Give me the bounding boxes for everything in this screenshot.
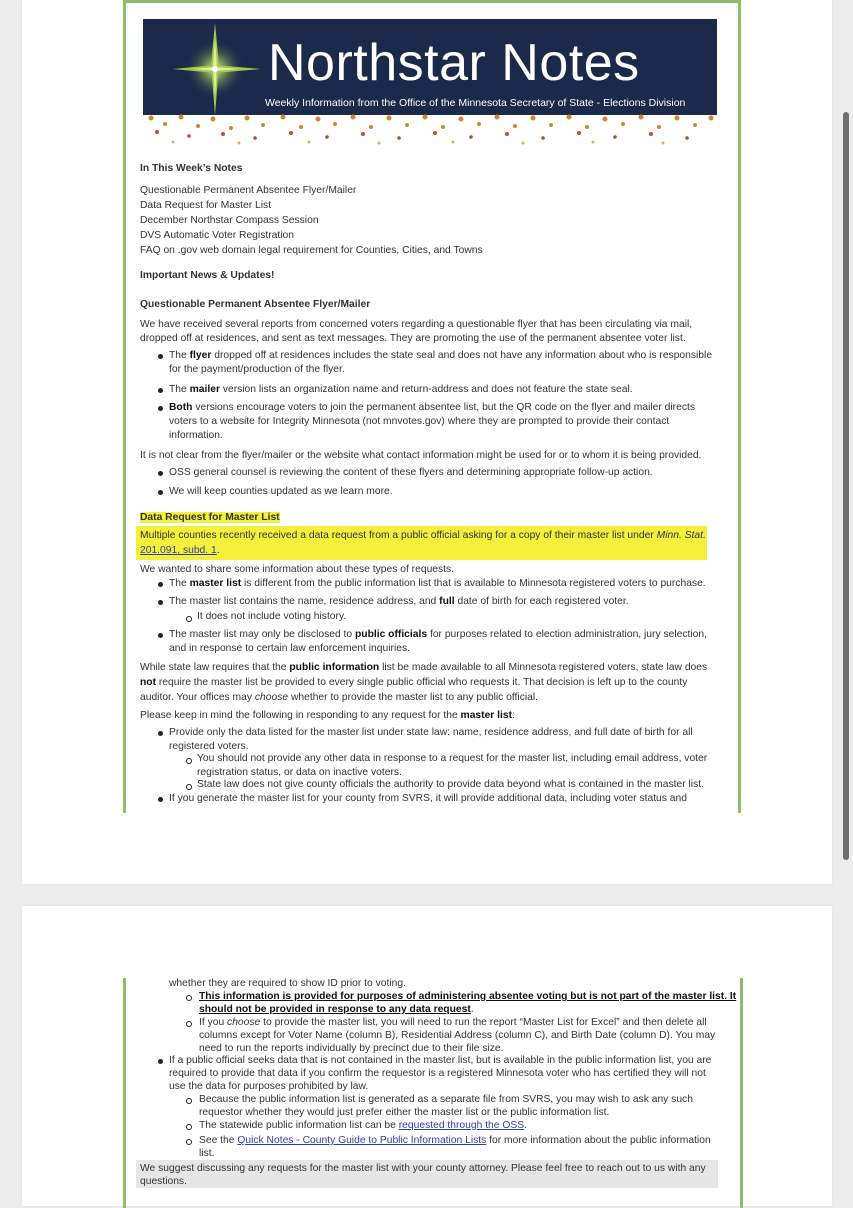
page2-warning-cont: should not be provided in response to any data request. [199, 1004, 474, 1015]
master-bullet: The master list is different from the public information list that is available to Minnesota registered voters to purchase. [169, 578, 706, 589]
scrollbar[interactable] [843, 112, 849, 860]
page2-sub-bullet-cont: requestor whether they would just prefer either the master list or the public information list. [199, 1107, 610, 1118]
bullet-icon [158, 600, 163, 605]
master-bullet: The master list may only be disclosed to public officials for purposes related to election administration, jury selection, [169, 629, 707, 640]
bullet-icon [158, 633, 163, 638]
page2-warning: This information is provided for purposes of administering absentee voting but is not part of the master list. It [199, 991, 737, 1002]
bullet-icon [158, 731, 163, 736]
bullet-icon [158, 797, 163, 802]
flyer-bullet-both-cont: voters to a website for Integrity Minnesota (not mnvotes.gov) where they are prompted to provide their contact [169, 416, 670, 427]
sub-bullet-icon [186, 995, 192, 1001]
news-heading: Important News & Updates! [140, 270, 275, 281]
flyer-bullet-flyer-cont: for the payment/production of the flyer. [169, 364, 345, 375]
statute-link[interactable]: 201.091, subd. 1 [140, 545, 217, 556]
sub-bullet-icon [186, 616, 192, 622]
sub-bullet-icon [186, 1098, 192, 1104]
master-checklist-item-cont: registered voters. [169, 741, 249, 752]
oss-request-link[interactable]: requested through the OSS [398, 1120, 525, 1131]
page2-sub-bullet-cont: need to run the reports individually by precinct due to their file size. [199, 1043, 504, 1054]
sub-bullet-icon [186, 1139, 192, 1145]
master-paragraph: auditor. Your offices may choose whether to provide the master list to any public official. [140, 692, 539, 703]
bullet-icon [158, 1059, 163, 1064]
page2-bullet-cont: use the data for purposes prohibited by law. [169, 1081, 369, 1092]
flyer-bullet-mailer: The mailer version lists an organization name and return-address and does not feature the state seal. [169, 384, 633, 395]
master-sub-bullet-cont: registration status, or data on inactive voters. [197, 767, 402, 778]
flyer-bullet-both-cont: information. [169, 430, 223, 441]
master-heading: Data Request for Master List [140, 512, 280, 523]
master-sub-bullet: It does not include voting history. [197, 611, 347, 622]
master-paragraph: While state law requires that the public information list be made available to all Minnesota registered voters, state law does [140, 662, 708, 673]
master-paragraph: We wanted to share some information about these types of requests. [140, 564, 455, 575]
flyer-bullet-counsel: OSS general counsel is reviewing the content of these flyers and determining appropriate follow-up action. [169, 467, 653, 478]
flyer-heading: Questionable Permanent Absentee Flyer/Mailer [140, 299, 371, 310]
quick-notes-link[interactable]: Quick Notes - County Guide to Public Information Lists [237, 1135, 487, 1146]
autumn-leaves-decoration [143, 112, 717, 146]
page2-bullet: If a public official seeks data that is not contained in the master list, but is available in the public information list, you are [169, 1055, 712, 1066]
page2-bullet-cont: required to provide that data if you confirm the requestor is a registered Minnesota voter who has certified they will not [169, 1068, 706, 1079]
flyer-bullet-updates: We will keep counties updated as we learn more. [169, 486, 393, 497]
page2-sub-bullet: The statewide public information list can be requested through the OSS. [199, 1120, 527, 1131]
flyer-bullet-flyer: The flyer dropped off at residences includes the state seal and does not have any information about who is responsible [169, 350, 713, 361]
page2-sub-bullet: If you choose to provide the master list, you will need to run the report “Master List for Excel” and then delete all [199, 1017, 707, 1028]
flyer-paragraph: It is not clear from the flyer/mailer or the website what contact information might be used for or to whom it is being provided. [140, 450, 702, 461]
flyer-intro-line: We have received several reports from concerned voters regarding a questionable flyer that has been circulating via mail, [140, 319, 693, 330]
toc-heading: In This Week’s Notes [140, 163, 243, 174]
bullet-icon [158, 582, 163, 587]
bullet-icon [158, 406, 163, 411]
sub-bullet-icon [186, 784, 192, 790]
closing-line: We suggest discussing any requests for the master list with your county attorney. Please feel free to reach out to us with any [140, 1163, 706, 1174]
page2-sub-bullet-cont: columns except for Voter Name (column B), Residential Address (column C), and Birth Date (column D). You may [199, 1030, 716, 1041]
banner-subtitle: Weekly Information from the Office of the Minnesota Secretary of State - Elections Division [265, 97, 686, 109]
sub-bullet-icon [186, 1021, 192, 1027]
master-checklist-item: If you generate the master list for your county from SVRS, it will provide additional data, including voter status and [169, 793, 687, 804]
master-highlight-line: Multiple counties recently received a data request from a public official asking for a copy of their master list under Minn. Stat. [140, 530, 706, 541]
toc-item[interactable]: FAQ on .gov web domain legal requirement for Counties, Cities, and Towns [140, 245, 483, 256]
page2-line: whether they are required to show ID prior to voting. [169, 978, 406, 989]
bullet-icon [158, 490, 163, 495]
bullet-icon [158, 354, 163, 359]
sub-bullet-icon [186, 1124, 192, 1130]
page2-sub-bullet: Because the public information list is generated as a separate file from SVRS, you may wish to ask any such [199, 1094, 693, 1105]
page2-sub-bullet: See the Quick Notes - County Guide to Public Information Lists for more information about the public information [199, 1135, 711, 1146]
toc-item[interactable]: Data Request for Master List [140, 200, 272, 211]
banner-title: Northstar Notes [268, 34, 640, 92]
master-paragraph: not require the master list be provided to every single public official who requests it. That decision is left up to the county [140, 677, 688, 688]
master-paragraph: Please keep in mind the following in responding to any request for the master list: [140, 710, 515, 721]
toc-item[interactable]: December Northstar Compass Session [140, 215, 319, 226]
newsletter-banner [143, 19, 717, 115]
master-sub-bullet: State law does not give county officials the authority to provide data beyond what is contained in the master list. [197, 779, 704, 790]
sub-bullet-icon [186, 758, 192, 764]
master-bullet: The master list contains the name, residence address, and full date of birth for each registered voter. [169, 596, 629, 607]
toc-item[interactable]: Questionable Permanent Absentee Flyer/Mailer [140, 185, 357, 196]
master-sub-bullet: You should not provide any other data in response to a request for the master list, including email address, voter [197, 753, 708, 764]
flyer-intro-line: dropped off at residences, and sent as text messages. They are promoting the use of the permanent absentee voter list. [140, 333, 686, 344]
flyer-bullet-both: Both versions encourage voters to join the permanent absentee list, but the QR code on the flyer and mailer directs [169, 402, 695, 413]
toc-item[interactable]: DVS Automatic Voter Registration [140, 230, 294, 241]
master-checklist-item: Provide only the data listed for the master list under state law: name, residence address, and full date of birth for all [169, 727, 693, 738]
bullet-icon [158, 471, 163, 476]
closing-line: questions. [140, 1176, 187, 1187]
page2-sub-bullet-cont: list. [199, 1148, 215, 1159]
master-highlight-line: 201.091, subd. 1. [140, 545, 220, 556]
bullet-icon [158, 388, 163, 393]
master-bullet-cont: and in response to certain law enforcement inquiries. [169, 643, 410, 654]
